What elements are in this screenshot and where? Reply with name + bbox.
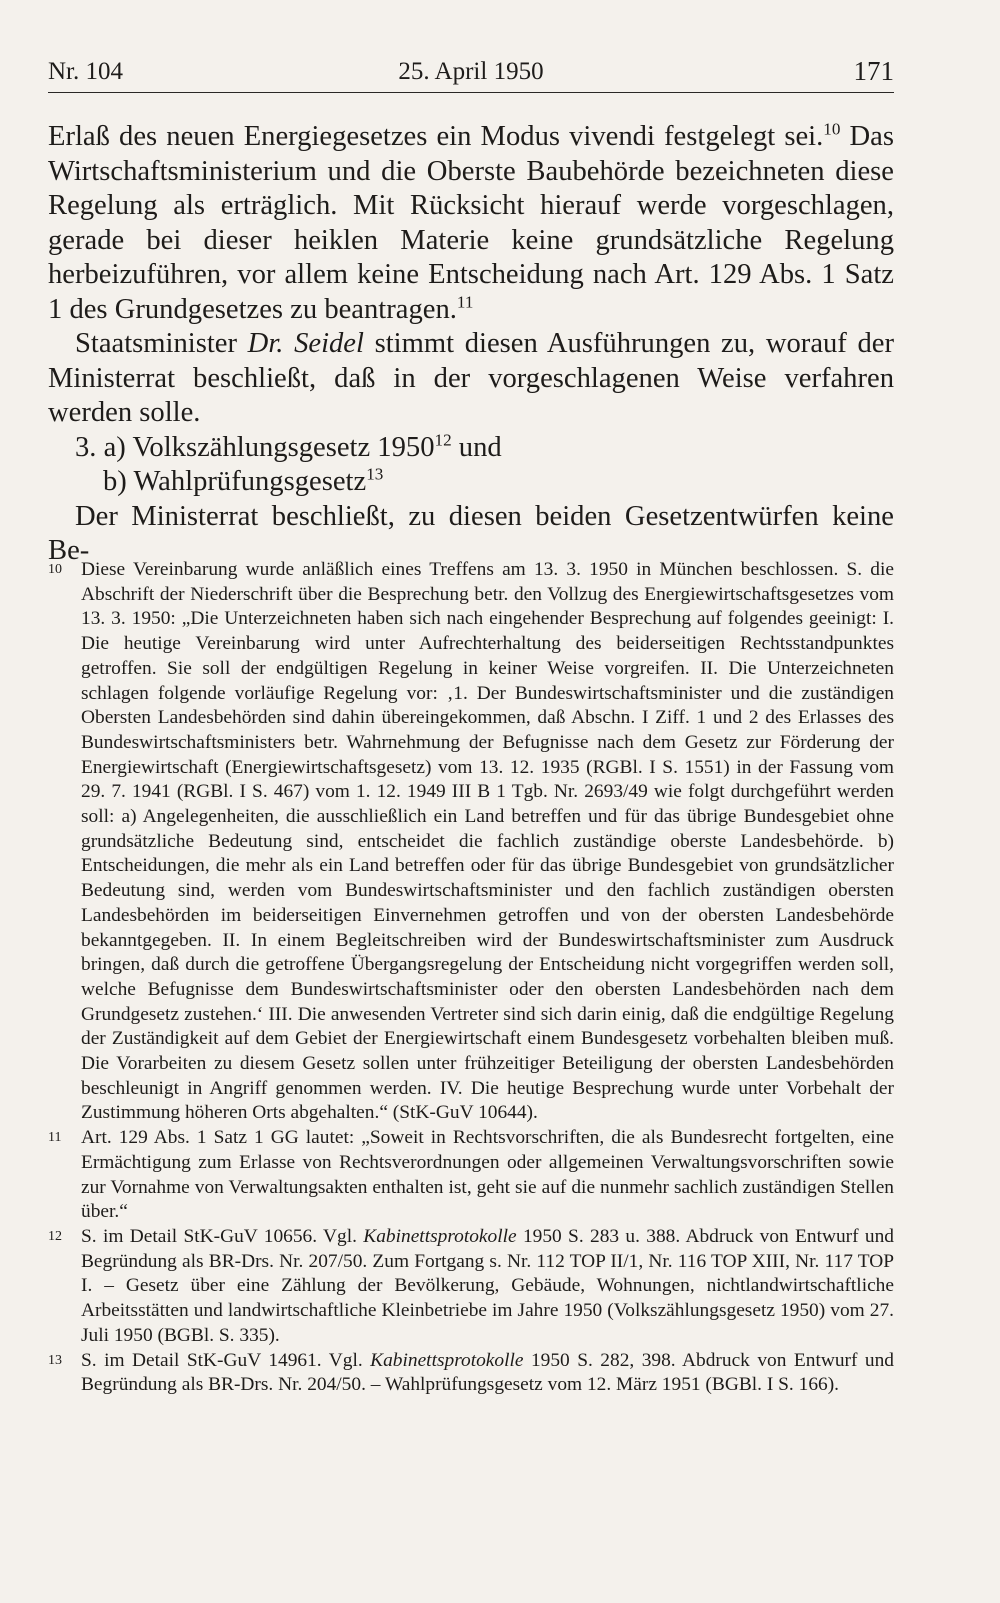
footnote-text: Art. 129 Abs. 1 Satz 1 GG lautet: „Soweit in Rechtsvorschriften, die als Bundesrecht fortgelten, eine Ermächtigung zum Erlasse von Rechtsverordnungen oder allgemeinen Verwaltungsvorschriften sowie zur Vornahme von Verwaltungsakten enthalten ist, geht sie auf die nunmehr sachlich zuständigen Stellen über.“ [81, 1127, 894, 1223]
footnotes [48, 558, 894, 1398]
person-name: Dr. Seidel [247, 328, 364, 359]
page-number: 171 [853, 56, 894, 86]
footnote-text: Diese Vereinbarung wurde anläßlich eines Treffens am 13. 3. 1950 in München beschlossen. S. die Abschrift der Niederschrift über die Besprechung betr. den Vollzug des Energiewirtschaftsgesetzes vom 13. 3. 1950: „Die Unterzeichneten haben sich nach eingehender Besprechung auf folgendes geeinigt: I. Die heutige Vereinbarung wird unter Aufrechterhaltung des beiderseitigen Rechtsstandpunktes getroffen. Sie soll der endgültigen Regelung in keiner Weise vorgreifen. II. Die Unterzeichneten schlagen folgende vorläufige Regelung vor: ‚1. Der Bundeswirtschaftsminister und die zuständigen Obersten Landesbehörden sind dahin übereingekommen, daß Abschn. I Ziff. 1 und 2 des Erlasses des Bundeswirtschaftsministers betr. Wahrnehmung der Befugnisse nach dem Gesetz zur Förderung der Energiewirtschaft (Energiewirtschaftsgesetz) vom 13. 12. 1935 (RGBl. I S. 1551) in der Fassung vom 29. 7. 1941 (RGBl. I S. 467) vom 1. 12. 1949 III B 1 Tgb. Nr. 2693/49 wie folgt durchgeführt werden soll: a) Angelegenheiten, die ausschließlich ein Land betreffen und für das übrige Bundesgebiet ohne grundsätzliche Bedeutung sind, entscheidet die fachlich zuständige oberste Landesbehörde. b) Entscheidungen, die mehr als ein Land betreffen oder für das übrige Bundesgebiet von grundsätzlicher Bedeutung sind, werden vom Bundeswirtschaftsminister und den fachlich zuständigen obersten Landesbehörden im beiderseitigen Einvernehmen getroffen und von der obersten Landesbehörde bekanntgegeben. II. In einem Begleitschreiben wird der Bundeswirtschaftsminister zum Ausdruck bringen, daß durch die getroffene Übergangsregelung der Entscheidung nicht vorgegriffen werden soll, welche Befugnisse dem Bundeswirtschaftsminister oder den obersten Landesbehörden nach dem Grundgesetz zustehen.‘ III. Die anwesenden Vertreter sind sich darin einig, daß die endgültige Regelung der Zuständigkeit auf dem Gebiet der Energiewirtschaft einem Bundesgesetz vorbehalten bleiben muß. Die Vorarbeiten zu diesem Gesetz sollen unter frühzeitiger Beteiligung der obersten Landesbehörden beschleunigt in Angriff genommen werden. IV. Die heutige Besprechung wurde unter Vorbehalt der Zustimmung höheren Orts abgehalten.“ (StK-GuV 10644). [81, 559, 894, 1124]
footnote-ref-12[interactable]: 12 [434, 429, 452, 449]
paragraph-1: Erlaß des neuen Energiegesetzes ein Modus vivendi festgelegt sei.$^{10}$ Das Wirtschaftsministerium und die Oberste Baubehörde bezeichneten diese Regelung als erträglich. Mit Rücksicht hierauf werde vorgeschlagen, gerade bei dieser heiklen Materie keine grundsätzliche Regelung herbeizuführen, vor allem keine Entscheidung nach Art. 129 Abs. 1 Satz 1 des Grundgesetzes zu beantragen.$^{11}$ [48, 119, 894, 325]
footnote-10 [48, 558, 894, 1126]
footnote-ref-13[interactable]: 13 [366, 464, 384, 484]
agenda-item-b: b) Wahlprüfungsgesetz$^{13}$ [103, 464, 384, 497]
paragraph-2: Staatsminister Dr. Seidel stimmt diesen Ausführungen zu, worauf der Ministerrat beschließt, daß in der vorgeschlagenen Weise verfahren werden solle. [48, 328, 894, 428]
footnote-ref-10[interactable]: 10 [823, 119, 841, 139]
footnote-12: 12 S. im Detail StK-GuV 10656. Vgl. Kabinettsprotokolle 1950 S. 283 u. 388. Abdruck von Entwurf und Begründung als BR-Drs. Nr. 207/50. Zum Fortgang s. Nr. 112 TOP II/1, Nr. 116 TOP XIII, Nr. 117 TOP I. – Gesetz über eine Zählung der Bevölkerung, Gebäude, Wohnungen, nichtlandwirtschaftliche Arbeitsstätten und landwirtschaftliche Kleinbetriebe im Jahre 1950 (Volkszählungsgesetz 1950) vom 27. Juli 1950 (BGBl. S. 335). [48, 1225, 894, 1346]
footnote-number: 11 [48, 1130, 62, 1146]
agenda-item-a: 3. a) Volkszählungsgesetz 1950$^{12}$ und [75, 429, 502, 463]
publication-title: Kabinettsprotokolle [370, 1349, 524, 1371]
footnote-11 [48, 1126, 894, 1225]
footnote-number: 10 [48, 562, 62, 577]
publication-title: Kabinettsprotokolle [363, 1225, 517, 1247]
footnote-number: 12 [48, 1228, 62, 1244]
footnote-number: 13 [48, 1352, 62, 1368]
document-date: 25. April 1950 [398, 58, 544, 85]
document-number: Nr. 104 [48, 58, 123, 85]
main-text [48, 120, 894, 569]
header-rule [48, 92, 894, 93]
footnote-ref-11[interactable]: 11 [456, 291, 474, 311]
running-header [48, 52, 894, 92]
paragraph-3: Der Ministerrat beschließt, zu diesen beiden Gesetzentwürfen keine Be- [48, 500, 894, 566]
footnote-13: 13 S. im Detail StK-GuV 14961. Vgl. Kabinettsprotokolle 1950 S. 282, 398. Abdruck von Entwurf und Begründung als BR-Drs. Nr. 204/50. – Wahlprüfungsgesetz vom 12. März 1951 (BGBl. I S. 166). [48, 1349, 894, 1396]
